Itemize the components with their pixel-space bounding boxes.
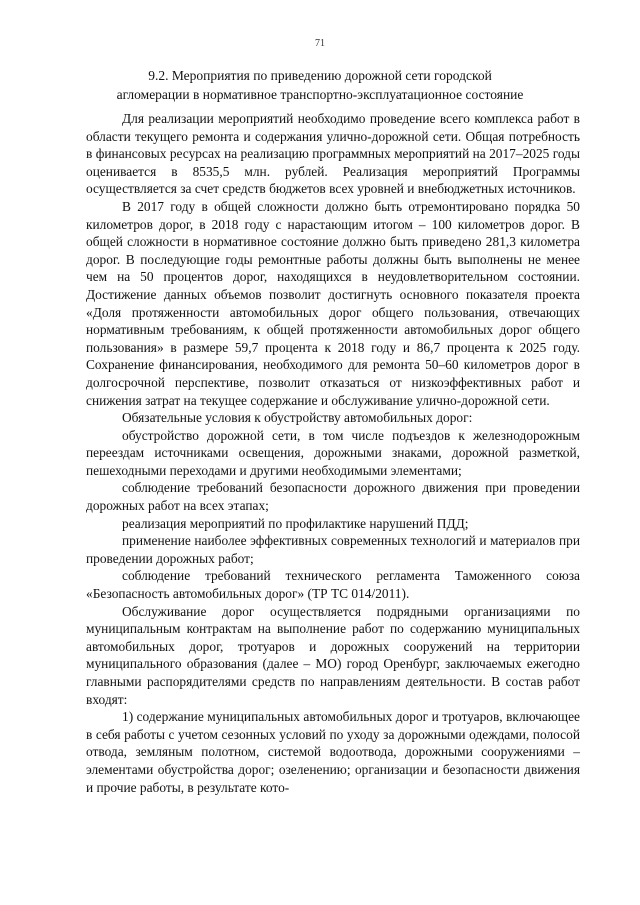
paragraph-condition-4: применение наиболее эффективных современных технологий и материалов при проведении дорожных работ; [86,533,580,566]
section-title-line-1: 9.2. Мероприятия по приведению дорожной сети городской [148,68,492,83]
paragraph-condition-1: обустройство дорожной сети, в том числе подъездов к железнодорожным переездам источниками освещения, дорожными знаками, дорожной разметкой, пешеходными переходами и другими необходимыми элементами; [86,427,580,478]
page-number: 71 [315,38,325,49]
paragraph-condition-2: соблюдение требований безопасности дорожного движения при проведении дорожных работ на всех этапах; [86,480,580,514]
paragraph-condition-3: реализация мероприятий по профилактике нарушений ПДД; [122,515,469,531]
paragraph-conditions-heading: Обязательные условия к обустройству автомобильных дорог: [122,410,473,426]
section-title [60,66,580,104]
paragraph-repair-plan: В 2017 году в общей сложности должно быть отремонтировано порядка 50 километров дорог, в 2018 году с нарастающим итогом – 100 километров дорог. В общей сложности в нормативное состояние должно быть приведено 281,3 километра дорог. В последующие годы ремонтные работы должны быть выполнены не менее чем на 50 процентов дорог, находящихся в неудовлетворительном состоянии. Достижение данных объемов позволит достигнуть основного показателя проекта «Доля протяженности автомобильных дорог общего пользования, отвечающих нормативным требованиям, к общей протяженности автомобильных дорог общего пользования» в размере 59,7 процента к 2018 году и 86,7 процента к 2025 году. Сохранение финансирования, необходимого для ремонта 50–60 километров дорог в долгосрочной перспективе, позволит отказаться от низкоэффективных работ и снижения затрат на текущее содержание и обслуживание улично-дорожной сети. [86,198,580,408]
paragraph-work-item-1: 1) содержание муниципальных автомобильных дорог и тротуаров, включающее в себя работы с учетом сезонных условий по уходу за дорожными одеждами, полосой отвода, земляным полотном, системой водоотвода, дорожными сооружениями – элементами обустройства дорог; озеленению; организации и безопасности движения и прочие работы, в результате кото- [86,709,580,795]
paragraph-maintenance: Обслуживание дорог осуществляется подрядными организациями по муниципальным контрактам на выполнение работ по содержанию муниципальных автомобильных дорог, тротуаров и дорожных сооружений на территории муниципального образования (далее – МО) город Оренбург, заключаемых ежегодно главными распорядителями средств по направлениям деятельности. В состав работ входят: [86,603,580,707]
section-title-line-2: агломерации в нормативное транспортно-эксплуатационное состояние [116,87,524,102]
paragraph-condition-5: соблюдение требований технического регламента Таможенного союза «Безопасность автомобильных дорог» (ТР ТС 014/2011). [86,568,580,602]
paragraph-funding: Для реализации мероприятий необходимо проведение всего комплекса работ в области текущего ремонта и содержания улично-дорожной сети. Общая потребность в финансовых ресурсах на реализацию программных мероприятий на 2017–2025 годы оценивается в 8535,5 млн. рублей. Реализация мероприятий Программы осуществляется за счет средств бюджетов всех уровней и внебюджетных источников. [86,111,580,197]
document-body [86,110,580,796]
